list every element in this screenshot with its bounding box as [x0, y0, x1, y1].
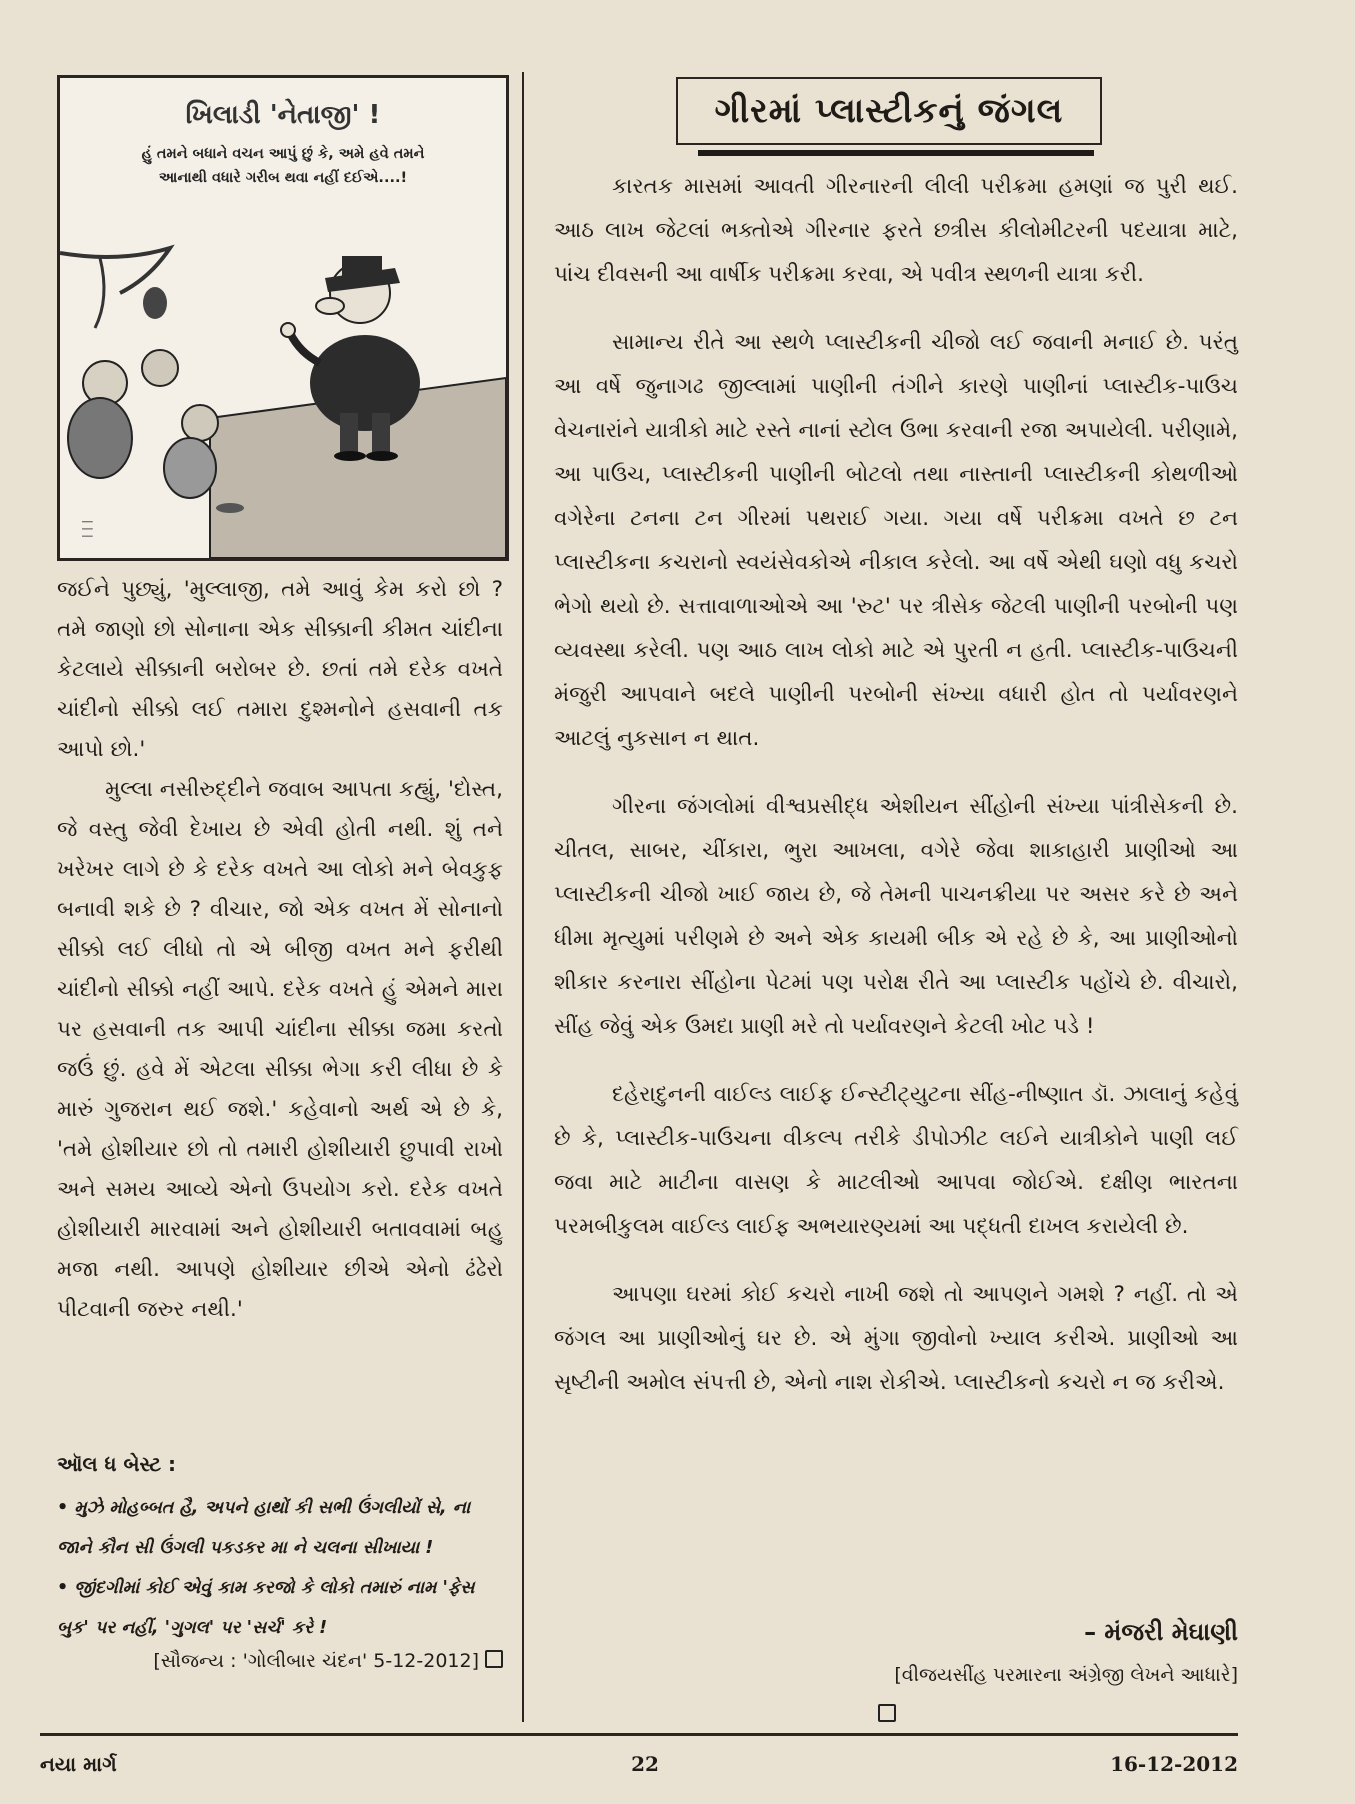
quote-item: • જીંદગીમાં કોઈ એવું કામ કરજો કે લોકો તમારું નામ 'ફેસ બુક' પર નહીં, 'ગુગલ' પર 'સર્ચ' કરે !: [57, 1578, 475, 1638]
left-paragraph: જઈને પુછ્યું, 'મુલ્લાજી, તમે આવું કેમ કરો છો ? તમે જાણો છો સોનાના એક સીક્કાની કીમત ચાંદીના કેટલાયે સીક્કાની બરોબર છે. છતાં તમે દરેક વખતે ચાંદીનો સીક્કો લઈ તમારા દુશ્મનોને હસવાની તક આપો છો.': [57, 577, 503, 762]
article-paragraph: ગીરના જંગલોમાં વીશ્વપ્રસીદ્ધ એશીયન સીંહોની સંખ્યા પાંત્રીસેકની છે. ચીતલ, સાબર, ચીંકારા, ભુરા આખલા, વગેરે જેવા શાકાહારી પ્રાણીઓ આ પ્લાસ્ટીકની ચીજો ખાઈ જાય છે, જે તેમની પાચનક્રીયા પર અસર કરે છે અને ધીમા મૃત્યુમાં પરીણમે છે અને એક કાયમી બીક એ રહે છે કે, આ પ્રાણીઓનો શીકાર કરનારા સીંહોના પેટમાં પણ પરોક્ષ રીતે આ પ્લાસ્ટીક પહોંચે છે. વીચારો, સીંહ જેવું એક ઉમદા પ્રાણી મરે તો પર્યાવરણને કેટલી ખોટ પડે !: [554, 794, 1238, 1039]
cartoon-caption-line1: હું તમને બધાને વચન આપું છું કે, અમે હવે તમને: [141, 146, 425, 162]
end-mark-icon: [485, 1650, 503, 1668]
column-divider: [522, 72, 524, 1722]
title-underline: [698, 150, 1094, 156]
svg-text:| | |: | | |: [80, 519, 93, 538]
article-paragraph: દહેરાદુનની વાઈલ્ડ લાઈફ ઈન્સ્ટીટ્યુટના સીંહ-નીષ્ણાત ડૉ. ઝાલાનું કહેવું છે કે, પ્લાસ્ટીક-પાઉચના વીકલ્પ તરીકે ડીપોઝીટ લઈને યાત્રીકોને પાણી લઈ જવા માટે માટીના વાસણ કે માટલીઓ આપવા જોઈએ. દક્ષીણ ભારતના પરમબીકુલમ વાઈલ્ડ લાઈફ અભયારણ્યમાં આ પદ્ધતી દાખલ કરાયેલી છે.: [554, 1082, 1238, 1239]
article-end-mark-icon: [878, 1704, 896, 1722]
article-source: [વીજયસીંહ પરમારના અંગ્રેજી લેખને આધારે]: [894, 1664, 1238, 1686]
article-title-box: [676, 77, 1102, 145]
cartoon-title: ખિલાડી 'નેતાજી' !: [185, 100, 381, 130]
issue-date: 16-12-2012: [1110, 1752, 1238, 1776]
quote-item: • મુઝે મોહબ્બત હૈ, અપને હાથોં કી સભી ઉંગલીયોં સે, ના જાને કૌન સી ઉંગલી પકડકર મા ને ચલના સીખાયા !: [57, 1498, 471, 1558]
article-body: [554, 165, 1238, 1429]
publication-name: નયા માર્ગ: [40, 1752, 117, 1776]
footer-rule: [40, 1733, 1238, 1736]
cartoon-caption-line2: આનાથી વધારે ગરીબ થવા નહીં દઈએ....!: [158, 170, 408, 186]
cartoon-caption: [80, 142, 486, 190]
left-column-text: [57, 570, 503, 1330]
credit-text: [સૌજન્ય : 'ગોલીબાર ચંદન' 5-12-2012]: [153, 1650, 479, 1672]
cartoon-panel: [57, 75, 509, 561]
page-number: 22: [631, 1752, 659, 1776]
all-best-heading: ઑલ ધ બેસ્ટ :: [57, 1452, 177, 1476]
article-paragraph: આપણા ઘરમાં કોઈ કચરો નાખી જશે તો આપણને ગમશે ? નહીં. તો એ જંગલ આ પ્રાણીઓનું ઘર છે. એ મુંગા જીવોનો ખ્યાલ કરીએ. પ્રાણીઓ આ સૃષ્ટીની અમોલ સંપત્તી છે, એનો નાશ રોકીએ. પ્લાસ્ટીકનો કચરો ન જ કરીએ.: [554, 1282, 1238, 1395]
credit-line: [57, 1650, 503, 1672]
quotes-list: [57, 1488, 503, 1648]
left-paragraph: મુલ્લા નસીરુદ્દીને જવાબ આપતા કહ્યું, 'દોસ્ત, જે વસ્તુ જેવી દેખાય છે એવી હોતી નથી. શું તને ખરેખર લાગે છે કે દરેક વખતે આ લોકો મને બેવકુફ બનાવી શકે છે ? વીચાર, જો એક વખત મેં સોનાનો સીક્કો લઈ લીધો તો એ બીજી વખત મને ફરીથી ચાંદીનો સીક્કો નહીં આપે. દરેક વખતે હું એમને મારા પર હસવાની તક આપી ચાંદીના સીક્કા જમા કરતો જઉં છું. હવે મેં એટલા સીક્કા ભેગા કરી લીધા છે કે મારું ગુજરાન થઈ જશે.' કહેવાનો અર્થ એ છે કે, 'તમે હોશીયાર છો તો તમારી હોશીયારી છુપાવી રાખો અને સમય આવ્યે એનો ઉપયોગ કરો. દરેક વખતે હોશીયારી મારવામાં અને હોશીયારી બતાવવામાં બહુ મજા નથી. આપણે હોશીયાર છીએ એનો ઢંઢેરો પીટવાની જરુર નથી.': [57, 777, 503, 1322]
article-title: ગીરમાં પ્લાસ્ટીકનું જંગલ: [714, 91, 1064, 131]
article-author: – મંજરી મેઘાણી: [1084, 1618, 1238, 1646]
article-paragraph: સામાન્ય રીતે આ સ્થળે પ્લાસ્ટીકની ચીજો લઈ જવાની મનાઈ છે. પરંતુ આ વર્ષે જુનાગઢ જીલ્લામાં પાણીની તંગીને કારણે પાણીનાં પ્લાસ્ટીક-પાઉચ વેચનારાંને યાત્રીકો માટે રસ્તે નાનાં સ્ટોલ ઉભા કરવાની રજા અપાયેલી. પરીણામે, આ પાઉચ, પ્લાસ્ટીકની પાણીની બોટલો તથા નાસ્તાની પ્લાસ્ટીકની કોથળીઓ વગેરેના ટનના ટન ગીરમાં પથરાઈ ગયા. ગયા વર્ષે પરીક્રમા વખતે છ ટન પ્લાસ્ટીકના કચરાનો સ્વયંસેવકોએ નીકાલ કરેલો. આ વર્ષે એથી ઘણો વધુ કચરો ભેગો થયો છે. સત્તાવાળાઓએ આ 'રુટ' પર ત્રીસેક જેટલી પાણીની પરબોની પણ વ્યવસ્થા કરેલી. પણ આઠ લાખ લોકો માટે એ પુરતી ન હતી. પ્લાસ્ટીક-પાઉચની મંજુરી આપવાને બદલે પાણીની પરબોની સંખ્યા વધારી હોત તો પર્યાવરણને આટલું નુકસાન ન થાત.: [554, 330, 1238, 751]
article-paragraph: કારતક માસમાં આવતી ગીરનારની લીલી પરીક્રમા હમણાં જ પુરી થઈ. આઠ લાખ જેટલાં ભક્તોએ ગીરનાર ફરતે છત્રીસ કીલોમીટરની પદયાત્રા માટે, પાંચ દીવસની આ વાર્ષીક પરીક્રમા કરવા, એ પવીત્ર સ્થળની યાત્રા કરી.: [554, 174, 1238, 287]
